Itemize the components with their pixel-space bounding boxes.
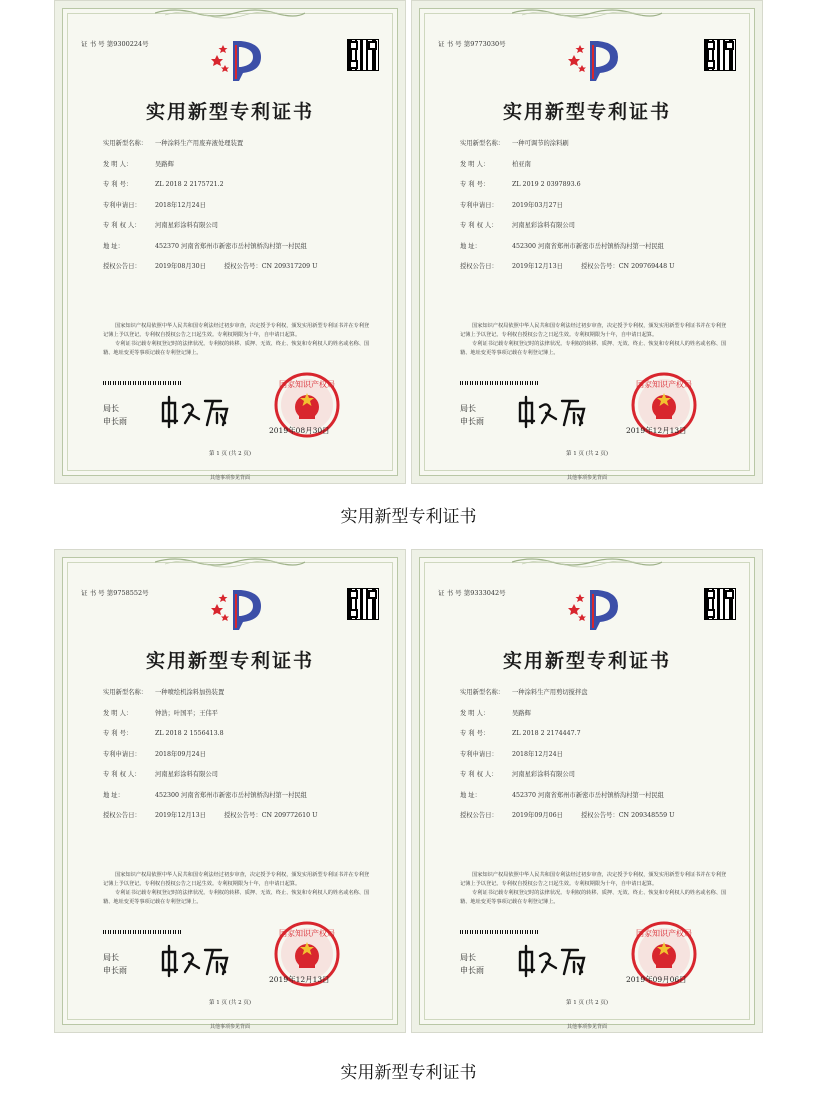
seal-date: 2019年08月30日	[269, 426, 330, 435]
certificate-field	[460, 750, 724, 771]
field-value: 2019年09月06日	[512, 812, 563, 819]
director-name: 申长雨	[103, 966, 127, 975]
certificate-field	[103, 160, 367, 181]
director-name: 申长雨	[103, 417, 127, 426]
notice-paragraph: 国家知识产权局依照中华人民共和国专利法经过初步审查，决定授予专利权，颁发实用新型专利证书并在专利登记簿上予以登记。专利权自授权公告之日起生效。专利权期限为十年，自申请日起算。	[460, 323, 727, 338]
field-label: 实用新型名称：	[460, 140, 505, 147]
field-value: 一种可调节的涂料刷	[512, 140, 569, 147]
director-block	[460, 402, 484, 428]
field-label: 发 明 人：	[460, 709, 490, 717]
barcode-icon	[103, 381, 181, 385]
notice-paragraph: 专利证书记载专利权登记时的法律状况。专利权的转移、质押、无效、终止、恢复和专利权人的姓名或名称、国籍、地址变更等事项记载在专利登记簿上。	[103, 341, 370, 356]
field-value: 河南星彩涂料有限公司	[512, 771, 575, 778]
field-value: 452370 河南省郑州市新密市岳村镇桥沟村第一村民组	[512, 791, 664, 799]
field-value: 452300 河南省郑州市新密市岳村镇桥沟村第一村民组	[512, 242, 664, 250]
field-value: 吴路辉	[155, 160, 174, 168]
certificate-number: 证 书 号 第9300224号	[81, 40, 149, 48]
certificate-field	[460, 709, 724, 730]
page-number: 第 1 页 (共 2 页)	[208, 1000, 252, 1006]
notice-paragraph: 专利证书记载专利权登记时的法律状况。专利权的转移、质押、无效、终止、恢复和专利权人的姓名或名称、国籍、地址变更等事项记载在专利登记簿上。	[460, 890, 727, 905]
certificate-field	[103, 262, 367, 283]
field-value: ZL 2018 2 2175721.2	[155, 181, 224, 188]
field-label: 专 利 权 人：	[103, 222, 141, 229]
footer-note: 其他事项参见背面	[566, 475, 607, 481]
field-value: 柏亚南	[512, 160, 531, 168]
field-label: 发 明 人：	[103, 709, 133, 717]
barcode-icon	[460, 381, 538, 385]
field-value: 一种涂料生产用废弃液处理装置	[155, 140, 244, 147]
qr-code-icon	[347, 39, 379, 71]
notice-paragraph: 国家知识产权局依照中华人民共和国专利法经过初步审查，决定授予专利权，颁发实用新型专利证书并在专利登记簿上予以登记。专利权自授权公告之日起生效。专利权期限为十年，自申请日起算。	[103, 872, 370, 887]
seal-date: 2019年12月13日	[269, 975, 330, 984]
certificate-field	[103, 688, 367, 709]
seal-date: 2019年09月06日	[626, 975, 687, 984]
certificate-title: 实用新型专利证书	[145, 650, 314, 672]
field-value: 河南星彩涂料有限公司	[512, 222, 575, 229]
field-value: ZL 2018 2 1556413.8	[155, 730, 224, 737]
director-title: 局长	[460, 953, 476, 962]
certificate-field	[460, 242, 724, 263]
field-label: 发 明 人：	[103, 160, 133, 168]
field-value: 河南星彩涂料有限公司	[155, 771, 218, 778]
notice-paragraph: 国家知识产权局依照中华人民共和国专利法经过初步审查，决定授予专利权，颁发实用新型专利证书并在专利登记簿上予以登记。专利权自授权公告之日起生效。专利权期限为十年，自申请日起算。	[460, 872, 727, 887]
field-value: 452370 河南省郑州市新密市岳村镇桥沟村第一村民组	[155, 242, 307, 250]
top-ornament-icon	[155, 7, 305, 19]
certificate-frame	[419, 8, 755, 481]
field-label: 地 址：	[103, 791, 124, 799]
certificate-field	[460, 729, 724, 750]
field-value: 452300 河南省郑州市新密市岳村镇桥沟村第一村民组	[155, 791, 307, 799]
signature-icon	[516, 942, 592, 978]
certificate-field	[460, 139, 724, 160]
notice-paragraph: 专利证书记载专利权登记时的法律状况。专利权的转移、质押、无效、终止、恢复和专利权人的姓名或名称、国籍、地址变更等事项记载在专利登记簿上。	[103, 890, 370, 905]
director-title: 局长	[103, 404, 119, 413]
field-label: 授权公告日：	[103, 812, 141, 819]
field-value: 2018年12月24日	[512, 750, 563, 758]
certificate-field	[460, 688, 724, 709]
director-block	[103, 402, 127, 428]
field-label: 地 址：	[460, 791, 481, 799]
field-value: 2019年12月13日	[155, 812, 206, 819]
field-value: 2018年09月24日	[155, 750, 206, 758]
signature-icon	[516, 393, 592, 429]
field-label: 专 利 号：	[460, 730, 490, 737]
certificate-frame	[62, 557, 398, 1030]
qr-code-icon	[704, 39, 736, 71]
field-value: 2019年08月30日	[155, 263, 206, 270]
certificate-field	[460, 791, 724, 812]
field-label: 专 利 号：	[103, 730, 133, 737]
field-label: 授权公告日：	[460, 812, 498, 819]
cnipa-logo-icon	[211, 37, 267, 81]
certificate-field	[460, 770, 724, 791]
field-extra: 授权公告号：CN 209772610 U	[223, 812, 318, 819]
certificate-number: 证 书 号 第9758552号	[81, 589, 149, 597]
page-number: 第 1 页 (共 2 页)	[565, 451, 609, 457]
barcode-icon	[103, 930, 181, 934]
field-value: 河南星彩涂料有限公司	[155, 222, 218, 229]
certificate-fields	[460, 139, 724, 283]
certificate-field	[460, 160, 724, 181]
field-value: 2019年03月27日	[512, 201, 563, 209]
certificate-field	[103, 221, 367, 242]
certificate-frame	[62, 8, 398, 481]
page-number: 第 1 页 (共 2 页)	[565, 1000, 609, 1006]
field-label: 专 利 权 人：	[460, 771, 498, 778]
cnipa-logo-icon	[211, 586, 267, 630]
field-label: 实用新型名称：	[460, 689, 505, 696]
seal-text: 国家知识产权局	[636, 929, 692, 938]
certificate-frame	[419, 557, 755, 1030]
certificate-notice	[460, 871, 728, 907]
certificate-field	[103, 242, 367, 263]
notice-paragraph: 国家知识产权局依照中华人民共和国专利法经过初步审查，决定授予专利权，颁发实用新型专利证书并在专利登记簿上予以登记。专利权自授权公告之日起生效。专利权期限为十年，自申请日起算。	[103, 323, 370, 338]
certificate-fields	[103, 688, 367, 832]
field-label: 专利申请日：	[103, 201, 141, 209]
patent-certificate	[54, 549, 406, 1033]
field-label: 发 明 人：	[460, 160, 490, 168]
signature-icon	[159, 942, 235, 978]
top-ornament-icon	[512, 556, 662, 568]
footer-note: 其他事项参见背面	[566, 1024, 607, 1030]
field-label: 专利申请日：	[103, 750, 141, 758]
certificate-field	[103, 709, 367, 730]
certificate-field	[103, 750, 367, 771]
seal-text: 国家知识产权局	[636, 380, 692, 389]
certificate-number: 证 书 号 第9773030号	[438, 40, 506, 48]
gallery-caption: 实用新型专利证书	[340, 507, 477, 527]
certificate-field	[103, 811, 367, 832]
director-block	[460, 951, 484, 977]
field-extra: 授权公告号：CN 209317209 U	[223, 263, 318, 270]
qr-code-icon	[347, 588, 379, 620]
qr-code-icon	[704, 588, 736, 620]
field-extra: 授权公告号：CN 209348559 U	[580, 812, 675, 819]
field-value: ZL 2018 2 2174447.7	[512, 730, 581, 737]
field-value: 2018年12月24日	[155, 201, 206, 209]
field-label: 专 利 号：	[460, 181, 490, 188]
field-label: 实用新型名称：	[103, 140, 148, 147]
cnipa-logo-icon	[568, 586, 624, 630]
field-label: 地 址：	[103, 242, 124, 250]
certificate-number: 证 书 号 第9333042号	[438, 589, 506, 597]
top-ornament-icon	[512, 7, 662, 19]
signature-icon	[159, 393, 235, 429]
certificate-field	[103, 791, 367, 812]
certificate-field	[460, 811, 724, 832]
field-extra: 授权公告号：CN 209769448 U	[580, 263, 675, 270]
field-label: 授权公告日：	[460, 263, 498, 270]
certificate-notice	[103, 322, 371, 358]
cnipa-logo-icon	[568, 37, 624, 81]
field-label: 地 址：	[460, 242, 481, 250]
field-value: 吴路辉	[512, 709, 531, 717]
field-label: 授权公告日：	[103, 263, 141, 270]
seal-text: 国家知识产权局	[279, 929, 335, 938]
notice-paragraph: 专利证书记载专利权登记时的法律状况。专利权的转移、质押、无效、终止、恢复和专利权人的姓名或名称、国籍、地址变更等事项记载在专利登记簿上。	[460, 341, 727, 356]
patent-certificate	[411, 0, 763, 484]
director-name: 申长雨	[460, 417, 484, 426]
certificate-field	[103, 180, 367, 201]
certificate-field	[460, 262, 724, 283]
certificate-field	[103, 201, 367, 222]
certificate-field	[460, 201, 724, 222]
field-value: 一种喷绘机涂料加热装置	[155, 689, 225, 696]
certificate-field	[460, 180, 724, 201]
certificate-field	[103, 139, 367, 160]
director-title: 局长	[103, 953, 119, 962]
certificate-title: 实用新型专利证书	[502, 650, 671, 672]
field-label: 专 利 权 人：	[460, 222, 498, 229]
barcode-icon	[460, 930, 538, 934]
certificate-field	[460, 221, 724, 242]
certificate-notice	[103, 871, 371, 907]
field-label: 专 利 权 人：	[103, 771, 141, 778]
footer-note: 其他事项参见背面	[209, 475, 250, 481]
director-name: 申长雨	[460, 966, 484, 975]
field-label: 专利申请日：	[460, 750, 498, 758]
certificate-title: 实用新型专利证书	[502, 101, 671, 123]
field-label: 实用新型名称：	[103, 689, 148, 696]
certificate-title: 实用新型专利证书	[145, 101, 314, 123]
field-value: ZL 2019 2 0397893.6	[512, 181, 581, 188]
footer-note: 其他事项参见背面	[209, 1024, 250, 1030]
director-block	[103, 951, 127, 977]
seal-text: 国家知识产权局	[279, 380, 335, 389]
top-ornament-icon	[155, 556, 305, 568]
field-label: 专利申请日：	[460, 201, 498, 209]
certificate-fields	[460, 688, 724, 832]
page-number: 第 1 页 (共 2 页)	[208, 451, 252, 457]
patent-certificate	[411, 549, 763, 1033]
certificate-fields	[103, 139, 367, 283]
field-value: 一种涂料生产用剪切搅拌盘	[512, 689, 588, 696]
field-value: 钟浩；叶国平；王伟平	[155, 709, 218, 717]
field-value: 2019年12月13日	[512, 263, 563, 270]
director-title: 局长	[460, 404, 476, 413]
certificate-notice	[460, 322, 728, 358]
seal-date: 2019年12月13日	[626, 426, 687, 435]
patent-certificate	[54, 0, 406, 484]
certificate-field	[103, 770, 367, 791]
field-label: 专 利 号：	[103, 181, 133, 188]
gallery-caption: 实用新型专利证书	[340, 1063, 477, 1083]
certificate-field	[103, 729, 367, 750]
